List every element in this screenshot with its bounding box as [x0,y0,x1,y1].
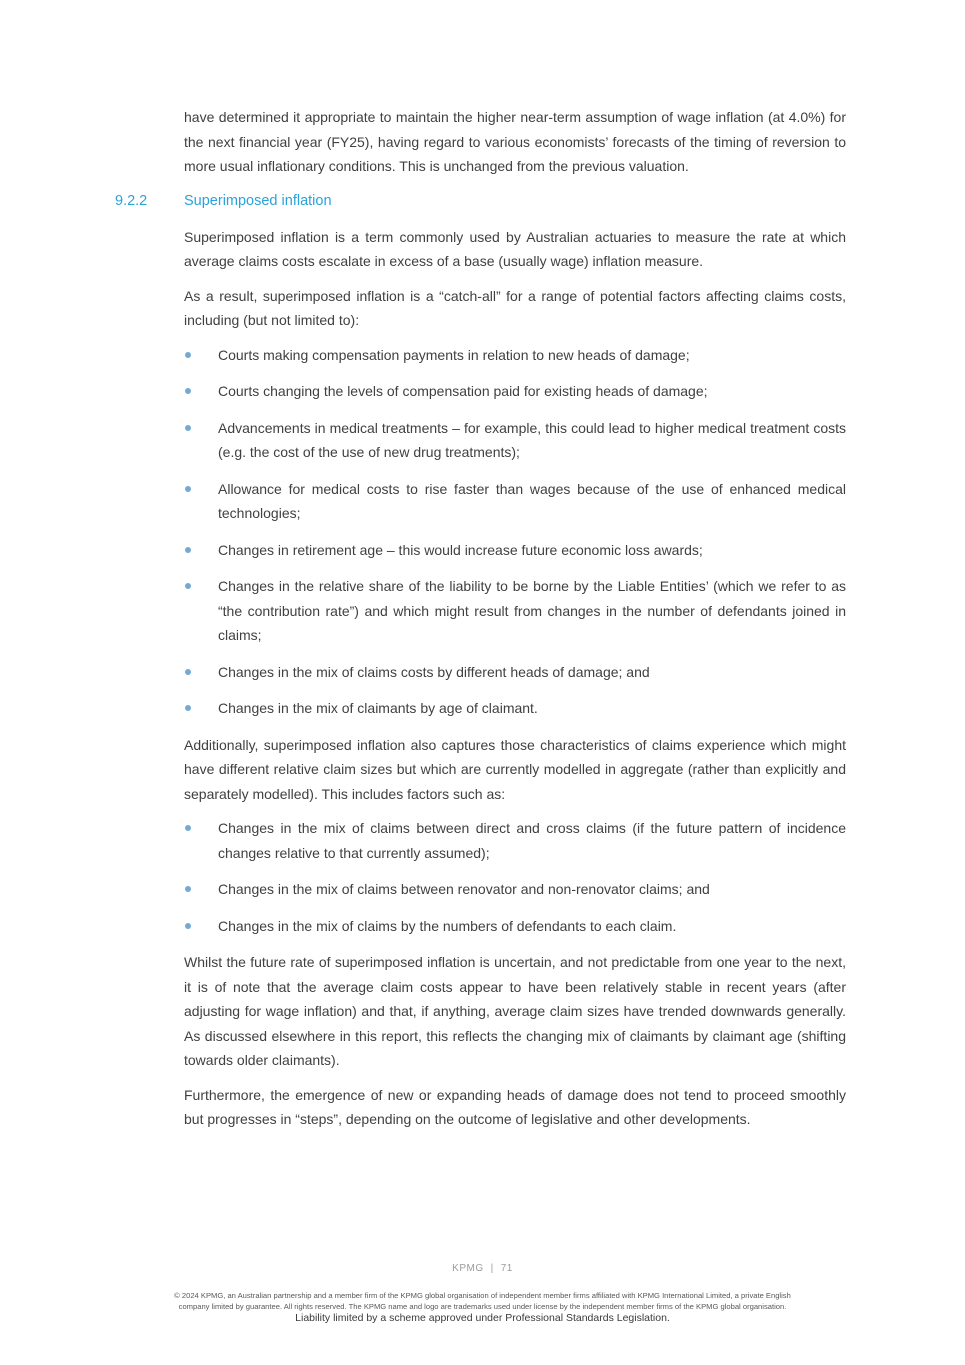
list-item-text: Courts making compensation payments in relation to new heads of damage; [218,346,690,363]
furthermore-paragraph: Furthermore, the emergence of new or expanding heads of damage does not tend to proceed smoothly but progresses in “steps”, depending on the outcome of legislative and other developments. [184,1086,846,1127]
section-number: 9.2.2 [115,192,148,209]
bullet-icon [185,425,191,431]
bullet-icon [185,352,191,358]
list-item [184,696,846,721]
list-item-text: Changes in the relative share of the liability to be borne by the Liable Entities’ (which we refer to as “the contribution rate”) and which might result from changes in the number of defendants joined in claims; [218,578,846,643]
bullet-icon [185,547,191,553]
bullet-icon [185,669,191,675]
bullet-icon [185,923,191,929]
claims-mix-list [184,816,846,938]
liability-note: Liability limited by a scheme approved under Professional Standards Legislation. [295,1312,670,1324]
copyright-line-1: © 2024 KPMG, an Australian partnership and a member firm of the KPMG global organisation of independent member firms affiliated with KPMG International Limited, a private English [174,1291,791,1300]
additionally-paragraph: Additionally, superimposed inflation also captures those characteristics of claims experience which might have different relative claim sizes but which are currently modelled in aggregate (rather than explicitly and separately modelled). This includes factors such as: [184,736,846,802]
bullet-icon [185,388,191,394]
list-item-text: Allowance for medical costs to rise faster than wages because of the use of enhanced medical technologies; [218,480,846,521]
bullet-icon [185,486,191,492]
list-item-text: Changes in the mix of claims between direct and cross claims (if the future pattern of incidence changes relative to that currently assumed); [218,820,846,861]
list-item [184,416,846,465]
list-item [184,477,846,526]
list-item-text: Courts changing the levels of compensation paid for existing heads of damage; [218,383,708,399]
bullet-icon [185,705,191,711]
copyright-notice [0,1291,965,1312]
list-item [184,343,846,368]
list-item-text: Changes in the mix of claims by the numbers of defendants to each claim. [218,917,677,934]
footer-brand: KPMG [452,1263,484,1274]
footer-page-number: 71 [500,1263,513,1274]
list-item [184,574,846,648]
factors-list [184,343,846,721]
page-content [115,0,846,1132]
section-title: Superimposed inflation [184,192,332,209]
footer-separator: | [490,1263,494,1274]
list-item [184,379,846,404]
bullet-icon [185,886,191,892]
list-item-text: Changes in retirement age – this would increase future economic loss awards; [218,541,703,558]
bullet-icon [185,583,191,589]
page-footer [0,1263,965,1274]
list-item-text: Changes in the mix of claimants by age of claimant. [218,700,538,716]
bullet-icon [185,825,191,831]
list-item-text: Changes in the mix of claims costs by different heads of damage; and [218,663,650,680]
intro-paragraph: have determined it appropriate to maintain the higher near-term assumption of wage inflation (at 4.0%) for the next financial year (FY25), having regard to various economists’ forecasts of the timing of reversion to more usual inflationary conditions. This is unchanged from the previous valuation. [184,109,846,174]
list-item [184,816,846,865]
whilst-paragraph: Whilst the future rate of superimposed inflation is uncertain, and not predictable from one year to the next, it is of note that the average claim costs appear to have been relatively stable in recent years (after adjusting for wage inflation) and that, if anything, average claim sizes have trended downwards generally. As discussed elsewhere in this report, this reflects the changing mix of claimants by claimant age (shifting towards older claimants). [184,954,846,1068]
list-item [184,660,846,685]
list-item [184,914,846,939]
list-item [184,538,846,563]
definition-paragraph: Superimposed inflation is a term commonly used by Australian actuaries to measure the rate at which average claims costs escalate in excess of a base (usually wage) inflation measure. [184,228,846,269]
section-heading [115,189,846,214]
list-item [184,877,846,902]
list-item-text: Changes in the mix of claims between renovator and non-renovator claims; and [218,881,710,897]
copyright-line-2: company limited by guarantee. All rights reserved. The KPMG name and logo are trademarks used under license by the independent member firms of the KPMG global organisation. [178,1301,787,1311]
list-item-text: Advancements in medical treatments – for example, this could lead to higher medical treatment costs (e.g. the cost of the use of new drug treatments); [218,419,846,460]
catch-all-paragraph: As a result, superimposed inflation is a “catch-all” for a range of potential factors affecting claims costs, including (but not limited to): [184,287,846,328]
